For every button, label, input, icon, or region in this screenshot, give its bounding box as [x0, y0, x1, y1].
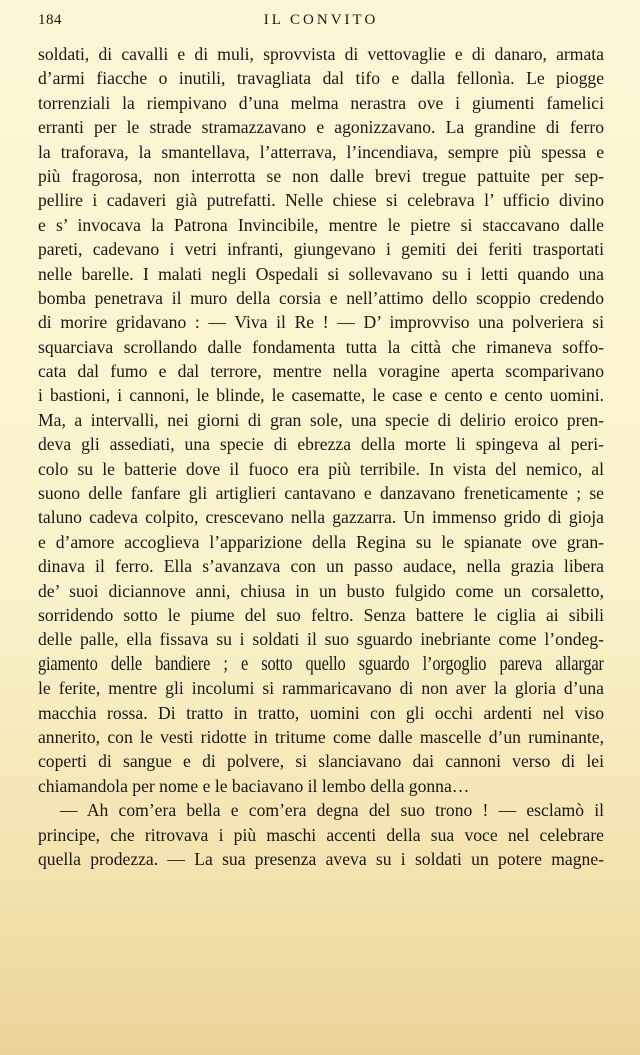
text-line: dinava il ferro. Ella s’avanzava con un passo audace, nella grazia libera: [38, 556, 604, 577]
text-line: di morire gridavano : — Viva il Re ! — D’ improvviso una polveriera si: [38, 312, 604, 333]
text-line: pareti, cadevano i vetri infranti, giungevano i gemiti dei feriti trasportati: [38, 239, 604, 260]
text-line: torrenziali la riempivano d’una melma nerastra ove i giumenti famelici: [38, 92, 604, 113]
text-line-condensed: giamento delle bandiere ; e sotto quello sguardo l’orgoglio pareva allargar: [38, 652, 604, 675]
text-line: sorridendo sotto le piume del suo feltro. Senza battere le ciglia ai sibili: [38, 604, 604, 625]
text-line: suono delle fanfare gli artiglieri cantavano e danzavano freneticamente ; se: [38, 483, 604, 504]
body-text: [38, 42, 604, 871]
text-line: nelle barelle. I malati negli Ospedali si sollevavano su i letti quando una: [38, 263, 604, 284]
text-line: taluno cadeva colpito, crescevano nella gazzarra. Un immenso grido di gioja: [38, 507, 604, 528]
text-line: macchia rossa. Di tratto in tratto, uomini con gli occhi ardenti nel viso: [38, 702, 604, 723]
text-line: coperti di sangue e di polvere, si slanciavano dai cannoni verso di lei: [38, 751, 604, 772]
text-line: le ferite, mentre gli incolumi si rammaricavano di non aver la gloria d’una: [38, 678, 604, 699]
text-line-paragraph-start: — Ah com’era bella e com’era degna del suo trono ! — esclamò il: [60, 800, 604, 821]
text-line: e d’amore accoglieva l’apparizione della Regina su le spianate ove gran-: [38, 531, 604, 552]
text-line: e s’ invocava la Patrona Invincibile, mentre le pietre si staccavano dalle: [38, 214, 604, 235]
running-head: [38, 12, 604, 34]
text-line: erranti per le strade stramazzavano e agonizzavano. La grandine di ferro: [38, 117, 604, 138]
text-line-paragraph-end: chiamandola per nome e le baciavano il lembo della gonna…: [38, 775, 470, 796]
text-line: pellire i cadaveri già putrefatti. Nelle chiese si celebrava l’ ufficio divino: [38, 190, 604, 211]
page-number: 184: [38, 12, 62, 28]
text-line: cata dal fumo e dal terrore, mentre nella voragine aperta scomparivano: [38, 361, 604, 382]
text-line: d’armi fiacche o inutili, travagliata dal tifo e dalla fellonìa. Le piogge: [38, 68, 604, 89]
text-line: delle palle, ella fissava su i soldati il suo sguardo inebriante come l’ondeg-: [38, 629, 604, 650]
text-line: squarciava scrollando dalle fondamenta tutta la città che rimaneva soffo-: [38, 336, 604, 357]
journal-title: IL CONVITO: [263, 12, 379, 28]
text-line: i bastioni, i cannoni, le blinde, le casematte, le case e cento e cento uomini.: [38, 385, 604, 406]
text-line: quella prodezza. — La sua presenza aveva su i soldati un potere magne-: [38, 848, 604, 869]
text-line: soldati, di cavalli e di muli, sprovvista di vettovaglie e di danaro, armata: [38, 44, 604, 64]
text-line: Ma, a intervalli, nei giorni di gran sole, una specie di delirio eroico pren-: [38, 409, 604, 430]
text-line: la traforava, la smantellava, l’atterrava, l’incendiava, sempre più spessa e: [38, 141, 604, 162]
text-line: de’ suoi diciannove anni, chiusa in un busto fulgido come un corsaletto,: [38, 580, 604, 601]
text-line: colo su le batterie dove il fuoco era più terribile. In vista del nemico, al: [38, 458, 604, 479]
text-line: bomba penetrava il muro della corsia e nell’attimo dello scoppio credendo: [38, 287, 604, 308]
text-line: principe, che ritrovava i più maschi accenti della sua voce nel celebrare: [38, 824, 604, 845]
text-line: più fragorosa, non interrotta se non dalle brevi tregue pattuite per sep-: [38, 165, 604, 186]
text-line: deva gli assediati, una specie di ebrezza della morte li spingeva al peri-: [38, 434, 604, 455]
text-line: annerito, con le vesti ridotte in tritume come dalle mascelle d’un ruminante,: [38, 726, 604, 747]
